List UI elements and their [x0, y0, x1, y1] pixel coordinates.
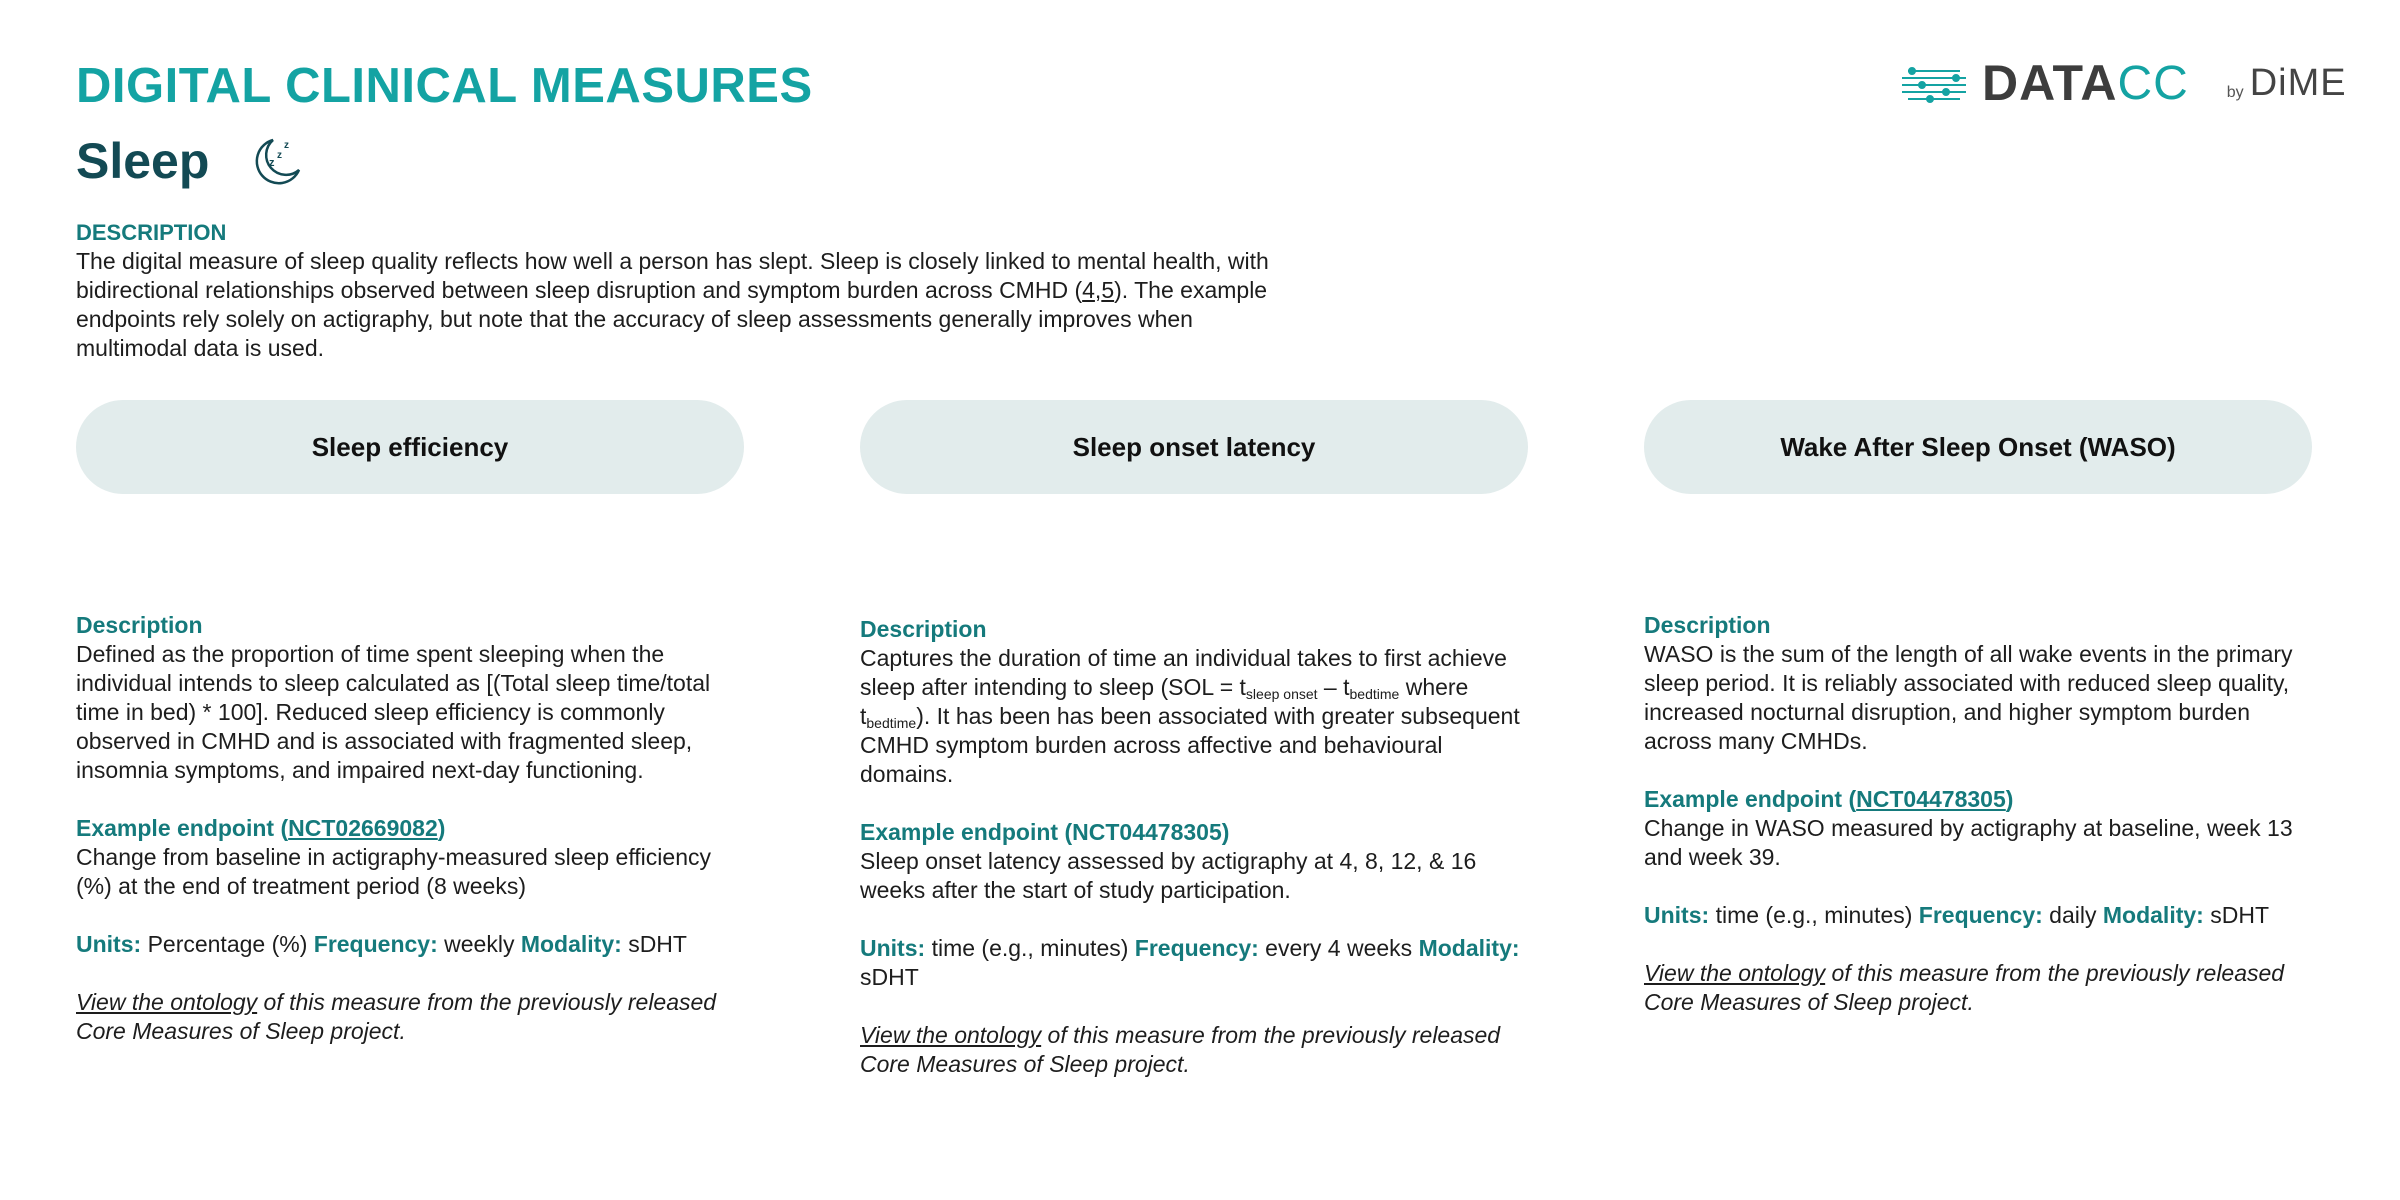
card-header	[76, 400, 744, 494]
card-header	[860, 400, 1528, 494]
units-value: time (e.g., minutes)	[931, 935, 1129, 961]
intro-text: The digital measure of sleep quality reflects how well a person has slept. Sleep is closely linked to mental health, with bidirectional relationships observed between sleep disruption and symptom burden across CMHD (4,5). The example endpoints rely solely on actigraphy, but note that the accuracy of sleep assessments generally improves when multimodal data is used.	[76, 248, 1269, 361]
frequency-value: daily	[2049, 902, 2097, 928]
svg-text:z: z	[269, 157, 275, 169]
page-title: DIGITAL CLINICAL MEASURES	[76, 59, 813, 113]
card-body	[76, 611, 744, 1046]
logo-data-text: DATA	[1982, 55, 2118, 111]
logo-cc-text: CC	[2117, 56, 2189, 110]
ontology-note: View the ontology of this measure from the previously released Core Measures of Sleep project.	[1644, 960, 2285, 1015]
modality-value: sDHT	[2210, 902, 2269, 928]
units-value: time (e.g., minutes)	[1715, 902, 1913, 928]
modality-value: sDHT	[860, 964, 919, 990]
description-text: WASO is the sum of the length of all wake events in the primary sleep period. It is reliably associated with reduced sleep quality, increased nocturnal disruption, and higher symptom burden across many CMHDs.	[1644, 641, 2293, 754]
description-label: Description	[860, 616, 987, 642]
card-title: Wake After Sleep Onset (WASO)	[1780, 431, 2176, 462]
reference-link-5[interactable]: 5	[1101, 277, 1115, 303]
datacc-logo	[1900, 54, 2347, 112]
ontology-link[interactable]: View the ontology	[1644, 960, 1826, 986]
measure-attributes: Units: Percentage (%) Frequency: weekly Modality: sDHT	[76, 931, 687, 957]
card-title: Sleep efficiency	[311, 431, 509, 462]
page-subtitle: Sleep	[76, 133, 210, 189]
ontology-link[interactable]: View the ontology	[860, 1022, 1042, 1048]
logo-by-text: by	[2226, 84, 2244, 101]
card-header	[1644, 400, 2312, 494]
description-text: Captures the duration of time an individual takes to first achieve sleep after intending to sleep ($SOL = t_{sleep onset} - t_{bedtime}$ where $t_{bedtime}$). It has been has been associated with greater subsequent CMHD symptom burden across affective and behavioural domains.	[860, 645, 1520, 787]
dime-logo-text: DiME	[2249, 61, 2347, 104]
measure-card-sleep-efficiency	[76, 400, 744, 1046]
intro-section	[76, 218, 1306, 363]
endpoint-link[interactable]: NCT04478305	[1856, 786, 2006, 812]
endpoint-heading: Example endpoint (NCT04478305)	[860, 819, 1230, 845]
measure-attributes: Units: time (e.g., minutes) Frequency: every 4 weeks Modality: sDHT	[860, 935, 1520, 990]
measure-card-waso	[1644, 400, 2312, 1017]
frequency-value: weekly	[444, 931, 515, 957]
ontology-link[interactable]: View the ontology	[76, 989, 258, 1015]
description-label: Description	[76, 612, 203, 638]
svg-text:z: z	[277, 150, 283, 161]
measure-attributes: Units: time (e.g., minutes) Frequency: daily Modality: sDHT	[1644, 902, 2269, 928]
endpoint-link[interactable]: NCT02669082	[288, 815, 438, 841]
units-value: Percentage (%)	[147, 931, 308, 957]
endpoint-heading: Example endpoint (NCT02669082)	[76, 815, 446, 841]
endpoint-text: Sleep onset latency assessed by actigraphy at 4, 8, 12, & 16 weeks after the start of study participation.	[860, 848, 1477, 903]
endpoint-text: Change in WASO measured by actigraphy at baseline, week 13 and week 39.	[1644, 815, 2293, 870]
card-body	[860, 615, 1528, 1079]
ontology-note: View the ontology of this measure from the previously released Core Measures of Sleep project.	[860, 1022, 1501, 1077]
circuit-logo-icon	[1900, 61, 1968, 105]
ontology-note: View the ontology of this measure from the previously released Core Measures of Sleep project.	[76, 989, 717, 1044]
description-text: Defined as the proportion of time spent sleeping when the individual intends to sleep calculated as [(Total sleep time/total time in bed) * 100]. Reduced sleep efficiency is commonly observed in CMHD and is associated with fragmented sleep, insomnia symptoms, and impaired next-day functioning.	[76, 641, 711, 783]
subtitle-row	[76, 132, 307, 190]
frequency-value: every 4 weeks	[1265, 935, 1413, 961]
measure-card-sleep-onset-latency	[860, 400, 1528, 1079]
card-body	[1644, 611, 2312, 1017]
endpoint-heading: Example endpoint (NCT04478305)	[1644, 786, 2014, 812]
card-title: Sleep onset latency	[1072, 431, 1316, 462]
sleep-moon-icon	[249, 132, 307, 190]
description-heading: DESCRIPTION	[76, 220, 227, 245]
svg-text:z: z	[284, 140, 290, 151]
reference-link-4[interactable]: 4	[1082, 277, 1095, 303]
description-label: Description	[1644, 612, 1771, 638]
modality-value: sDHT	[628, 931, 687, 957]
endpoint-text: Change from baseline in actigraphy-measured sleep efficiency (%) at the end of treatment period (8 weeks)	[76, 844, 711, 899]
